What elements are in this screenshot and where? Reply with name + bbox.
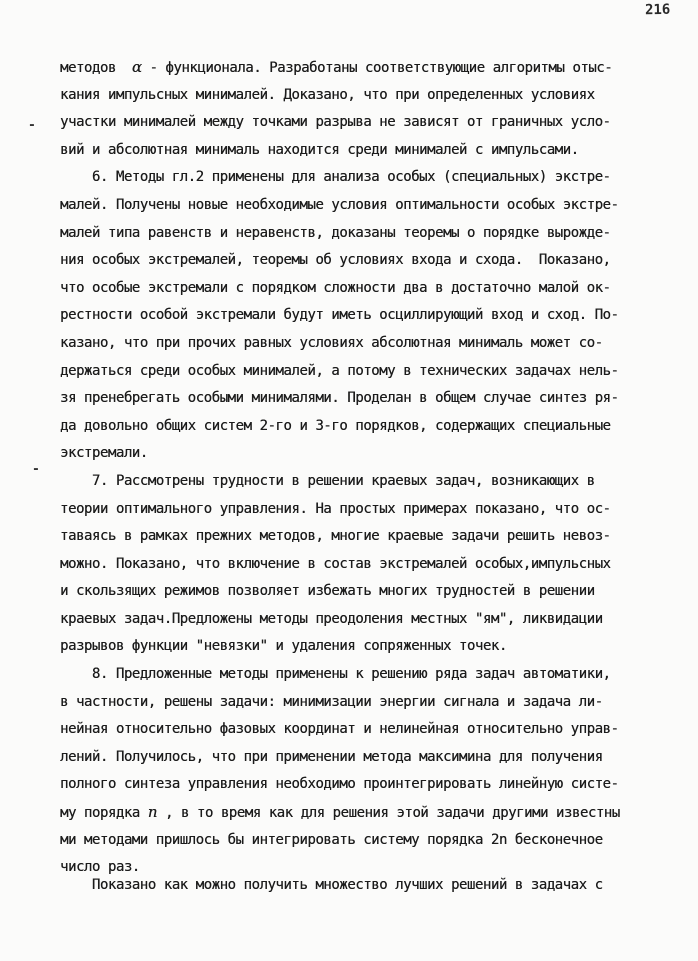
text-line: кания импульсных минималей. Доказано, что при определенных условиях: [60, 86, 595, 103]
text-line: малей типа равенств и неравенств, доказаны теоремы о порядке вырожде-: [60, 224, 611, 241]
text-line: теории оптимального управления. На простых примерах показано, что ос-: [60, 500, 611, 517]
text-line: методов α - функционала. Разработаны соответствующие алгоритмы отыс-: [60, 58, 613, 76]
text-line: участки минималей между точками разрыва не зависят от граничных усло-: [60, 114, 611, 131]
paragraph-6-start: 6. Методы гл.2 применены для анализа особых (специальных) экстре-: [60, 169, 611, 186]
text-line: лений. Получилось, что при применении метода максимина для получения: [60, 748, 603, 765]
text-line: зя пренебрегать особыми минималями. Проделан в общем случае синтез ря-: [60, 390, 619, 407]
paragraph-7-start: 7. Рассмотрены трудности в решении краевых задач, возникающих в: [60, 472, 595, 489]
text-line: рестности особой экстремали будут иметь осциллирующий вход и сход. По-: [60, 307, 619, 324]
page-number: 216: [644, 1, 671, 19]
margin-mark: -: [28, 118, 36, 133]
text-line: му порядка n , в то время как для решения этой задачи другими известны: [60, 803, 620, 822]
text-line: экстремали.: [60, 445, 148, 462]
text-line: да довольно общих систем 2-го и 3-го порядков, содержащих специальные: [60, 417, 611, 434]
alpha-symbol: α: [131, 58, 142, 76]
document-body: [60, 54, 654, 882]
closing-paragraph: [60, 872, 654, 900]
text-line: полного синтеза управления необходимо проинтегрировать линейную систе-: [60, 776, 619, 793]
text-line: краевых задач.Предложены методы преодоления местных "ям", ликвидации: [60, 610, 603, 627]
n-symbol: n: [147, 803, 157, 822]
text-line: разрывов функции "невязки" и удаления сопряженных точек.: [60, 638, 507, 655]
text-line: ния особых экстремалей, теоремы об условиях входа и схода. Показано,: [60, 252, 611, 269]
text-line: нейная относительно фазовых координат и нелинейная относительно управ-: [60, 721, 619, 738]
text-line: таваясь в рамках прежних методов, многие краевые задачи решить невоз-: [60, 528, 611, 545]
text-line: Показано как можно получить множество лучших решений в задачах с: [60, 877, 603, 893]
margin-mark: -: [32, 462, 40, 477]
text-line: казано, что при прочих равных условиях абсолютная минималь может со-: [60, 334, 603, 351]
text-line: ми методами пришлось бы интегрировать систему порядка 2n бесконечное: [60, 831, 603, 848]
text-line: и скользящих режимов позволяет избежать многих трудностей в решении: [60, 583, 595, 600]
text-line: что особые экстремали с порядком сложности два в достаточно малой ок-: [60, 279, 611, 296]
text-line: малей. Получены новые необходимые условия оптимальности особых экстре-: [60, 196, 619, 213]
text-line: держаться среди особых минималей, а потому в технических задачах нель-: [60, 362, 619, 379]
text-line: вий и абсолютная минималь находится среди минималей с импульсами.: [60, 141, 579, 158]
text-line: можно. Показано, что включение в состав экстремалей особых,импульсных: [60, 555, 611, 572]
text-line: число раз.: [60, 859, 140, 876]
paragraph-8-start: 8. Предложенные методы применены к решению ряда задач автоматики,: [60, 666, 611, 683]
text-line: в частности, решены задачи: минимизации энергии сигнала и задача ли-: [60, 693, 603, 710]
